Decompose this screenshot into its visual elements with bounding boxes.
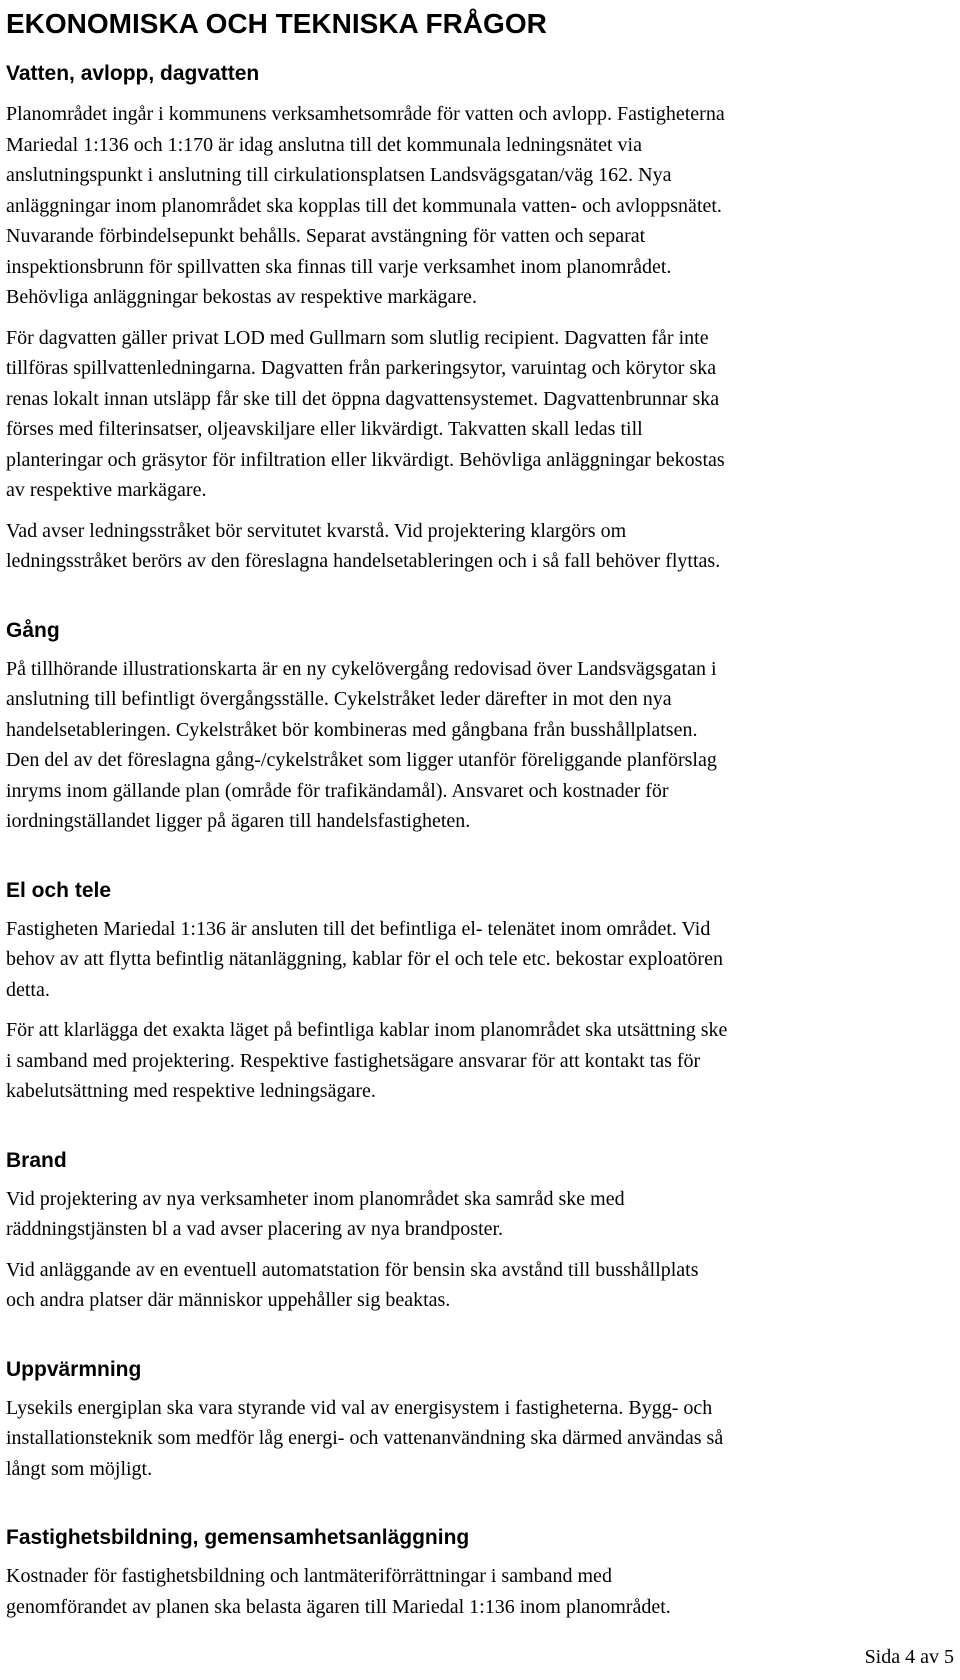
paragraph-el-1: Fastigheten Mariedal 1:136 är ansluten till det befintliga el- telenätet inom området. Vid behov av att flytta befintlig nätanläggning, kablar för el och tele etc. bekostar exploatören detta.: [6, 917, 723, 1001]
paragraph-uppvarmning-1: Lysekils energiplan ska vara styrande vid val av energisystem i fastigheterna. Bygg- och installationsteknik som medför låg energi- och vattenanvändning ska därmed användas så långt som möjligt.: [6, 1396, 724, 1480]
paragraph-fastighetsbildning-1: Kostnader för fastighetsbildning och lantmäteriförrättningar i samband med genomförandet av planen ska belasta ägaren till Mariedal 1:136 inom planområdet.: [6, 1565, 671, 1618]
paragraph-el-2: För att klarlägga det exakta läget på befintliga kablar inom planområdet ska utsättning ske i samband med projektering. Respektive fastighetsägare ansvarar för att kontakt tas för kabelutsättning med respektive ledningsägare.: [6, 1019, 728, 1102]
section-heading-brand: Brand: [6, 1148, 67, 1172]
paragraph-vatten-1: Planområdet ingår i kommunens verksamhetsområde för vatten och avlopp. Fastigheterna Mariedal 1:136 och 1:170 är idag anslutna till det kommunala ledningsnätet via anslutningspunkt i anslutning till cirkulationsplatsen Landsvägsgatan/väg 162. Nya anläggningar inom planområdet ska kopplas till det kommunala vatten- och avloppsnätet. Nuvarande förbindelsepunkt behålls. Separat avstängning för vatten och separat inspektionsbrunn för spillvatten ska finnas till varje verksamhet inom planområdet. Behövliga anläggningar bekostas av respektive markägare.: [6, 103, 725, 308]
paragraph-vatten-2: För dagvatten gäller privat LOD med Gullmarn som slutlig recipient. Dagvatten får inte tillföras spillvattenledningarna. Dagvatten från parkeringsytor, varuintag och körytor ska renas lokalt innan utsläpp får ske till det öppna dagvattensystemet. Dagvattenbrunnar ska förses med filterinsatser, oljeavskiljare eller likvärdigt. Takvatten skall ledas till planteringar och gräsytor för infiltration eller likvärdigt. Behövliga anläggningar bekostas av respektive markägare.: [6, 326, 725, 501]
section-heading-uppvarmning: Uppvärmning: [6, 1357, 142, 1381]
section-heading-el-och-tele: El och tele: [6, 878, 112, 902]
document-title: EKONOMISKA OCH TEKNISKA FRÅGOR: [6, 8, 547, 39]
paragraph-vatten-3: Vad avser ledningsstråket bör servitutet kvarstå. Vid projektering klargörs om ledningsstråket berörs av den föreslagna handelsetableringen och i så fall behöver flyttas.: [6, 519, 721, 572]
section-heading-vatten: Vatten, avlopp, dagvatten: [6, 62, 260, 85]
paragraph-brand-2: Vid anläggande av en eventuell automatstation för bensin ska avstånd till busshållplats och andra platser där människor uppehåller sig beaktas.: [6, 1258, 699, 1311]
page-number: Sida 4 av 5: [864, 1646, 954, 1668]
section-heading-gang: Gång: [6, 618, 60, 642]
section-heading-fastighetsbildning: Fastighetsbildning, gemensamhetsanläggning: [6, 1526, 470, 1549]
document-page: [6, 0, 956, 1622]
paragraph-gang-1: På tillhörande illustrationskarta är en ny cykelövergång redovisad över Landsvägsgatan i anslutning till befintligt övergångsställe. Cykelstråket leder därefter in mot den nya handelsetableringen. Cykelstråket bör kombineras med gångbana från busshållplatsen. Den del av det föreslagna gång-/cykelstråket som ligger utanför föreliggande planförslag inryms inom gällande plan (område för trafikändamål). Ansvaret och kostnader för iordningställandet ligger på ägaren till handelsfastigheten.: [6, 657, 717, 832]
paragraph-brand-1: Vid projektering av nya verksamheter inom planområdet ska samråd ske med räddningstjänsten bl a vad avser placering av nya brandposter.: [6, 1187, 625, 1240]
